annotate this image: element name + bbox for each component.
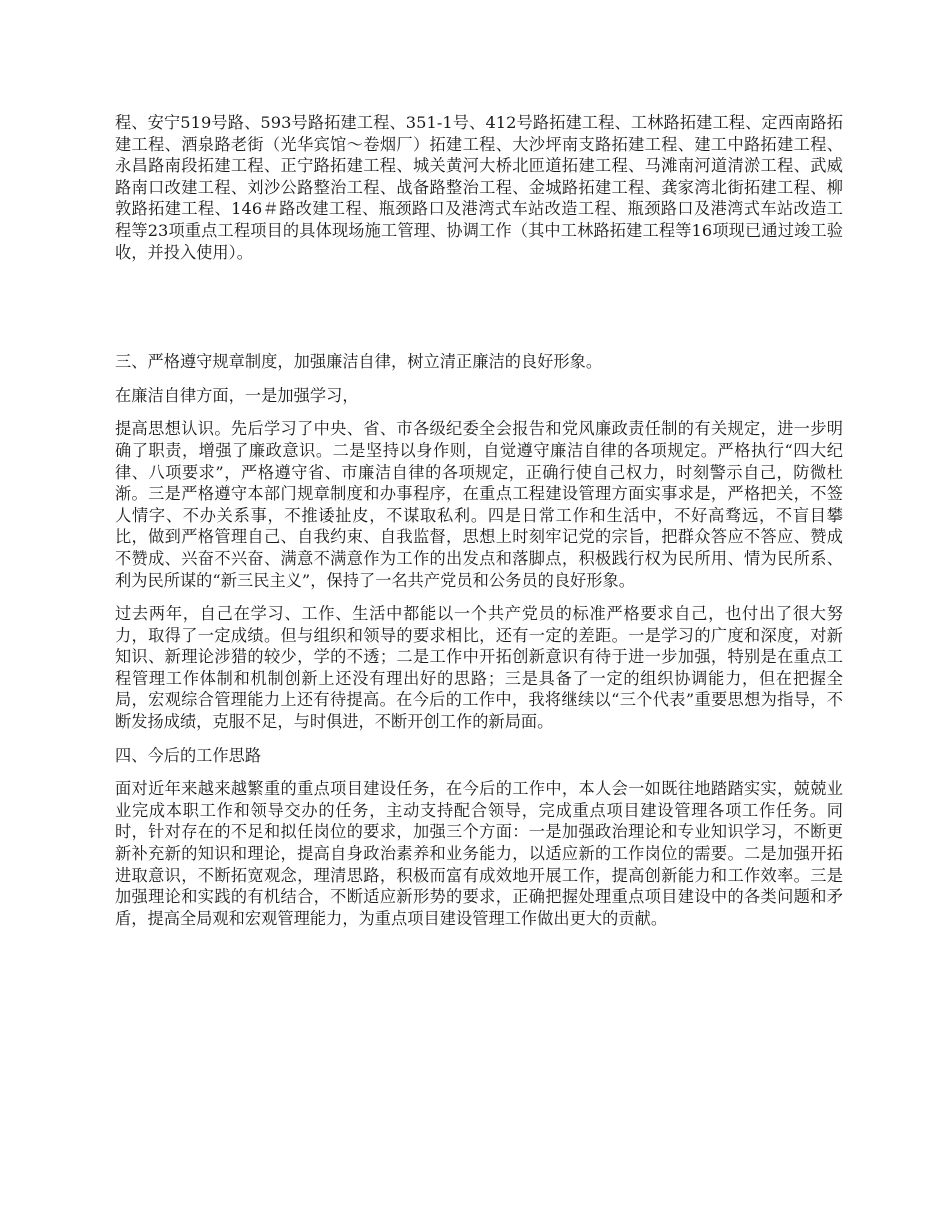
section-4-heading: 四、今后的工作思路 <box>115 745 262 765</box>
section-4-body: 面对近年来越来越繁重的重点项目建设任务，在今后的工作中，本人会一如既往地踏踏实实，兢兢业业完成本职工作和领导交办的任务，主动支持配合领导，完成重点项目建设管理各项工作任务。同时，针对存在的不足和拟任岗位的要求，加强三个方面：一是加强政治理论和专业知识学习，不断更新补充新的知识和理论，提高自身政治素养和业务能力，以适应新的工作岗位的需要。二是加强开拓进取意识，不断拓宽观念，理清思路，积极而富有成效地开展工作，提高创新能力和工作效率。三是加强理论和实践的有机结合，不断适应新形势的要求，正确把握处理重点项目建设中的各类问题和矛盾，提高全局观和宏观管理能力，为重点项目建设管理工作做出更大的贡献。 <box>115 779 843 928</box>
document-page <box>115 112 843 929</box>
summary-paragraph: 过去两年，自己在学习、工作、生活中都能以一个共产党员的标准严格要求自己，也付出了很大努力，取得了一定成绩。但与组织和领导的要求相比，还有一定的差距。一是学习的广度和深度，对新知识、新理论涉猎的较少，学的不透；二是工作中开拓创新意识有待于进一步加强，特别是在重点工程管理工作体制和机制创新上还没有理出好的思路；三是具备了一定的组织协调能力，但在把握全局，宏观综合管理能力上还有待提高。在今后的工作中，我将继续以“三个代表”重要思想为指导，不断发扬成绩，克服不足，与时俱进，不断开创工作的新局面。 <box>115 604 843 732</box>
section-3-intro: 在廉洁自律方面，一是加强学习， <box>115 385 359 405</box>
section-3-heading: 三、严格遵守规章制度，加强廉洁自律，树立清正廉洁的良好形象。 <box>115 352 603 372</box>
projects-paragraph: 程、安宁519号路、593号路拓建工程、351-1号、412号路拓建工程、工林路拓建工程、定西南路拓建工程、酒泉路老街（光华宾馆～卷烟厂）拓建工程、大沙坪南支路拓建工程、建工中路拓建工程、永昌路南段拓建工程、正宁路拓建工程、城关黄河大桥北匝道拓建工程、马滩南河道清淤工程、武威路南口改建工程、刘沙公路整治工程、战备路整治工程、金城路拓建工程、龚家湾北街拓建工程、柳敦路拓建工程、146＃路改建工程、瓶颈路口及港湾式车站改造工程、瓶颈路口及港湾式车站改造工程等23项重点工程项目的具体现场施工管理、协调工作（其中工林路拓建工程等16项现已通过竣工验收，并投入使用）。 <box>115 113 843 262</box>
section-3-body: 提高思想认识。先后学习了中央、省、市各级纪委全会报告和党风廉政责任制的有关规定，进一步明确了职责，增强了廉政意识。二是坚持以身作则，自觉遵守廉洁自律的各项规定。严格执行“四大纪律、八项要求”，严格遵守省、市廉洁自律的各项规定，正确行使自己权力，时刻警示自己，防微杜渐。三是严格遵守本部门规章制度和办事程序，在重点工程建设管理方面实事求是，严格把关，不签人情字、不办关系事，不推诿扯皮，不谋取私利。四是日常工作和生活中，不好高骛远，不盲目攀比，做到严格管理自己、自我约束、自我监督，思想上时刻牢记党的宗旨，把群众答应不答应、赞成不赞成、兴奋不兴奋、满意不满意作为工作的出发点和落脚点，积极践行权为民所用、情为民所系、利为民所谋的“新三民主义”，保持了一名共产党员和公务员的良好形象。 <box>115 419 843 590</box>
